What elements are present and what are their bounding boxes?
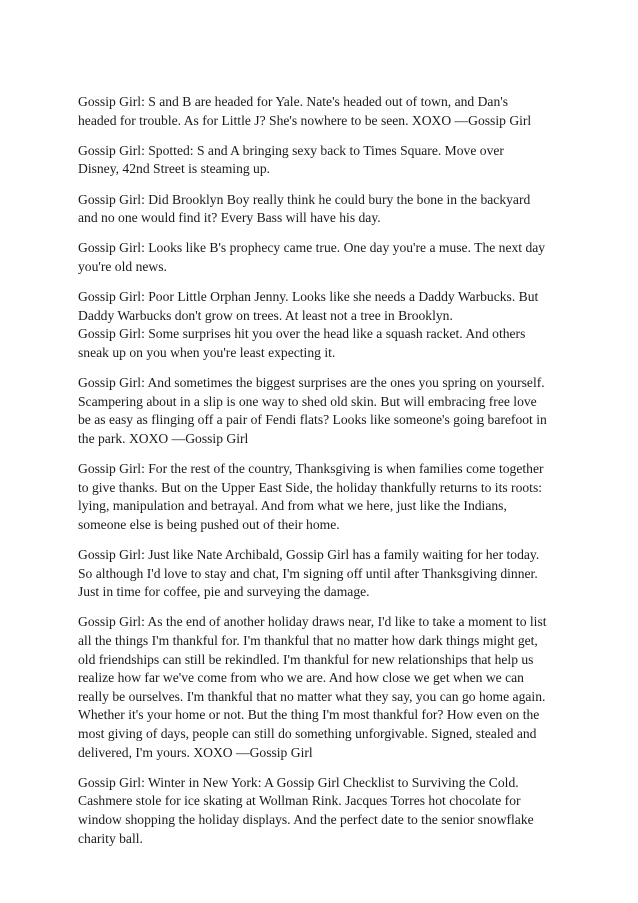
text-line: Scampering about in a slip is one way to shed old skin. But will embracing free love (78, 393, 537, 409)
paragraph-4 (78, 239, 568, 276)
text-line: lying, manipulation and betrayal. And from what we here, just like the Indians, (78, 498, 507, 514)
text-line: Cashmere stole for ice skating at Wollman Rink. Jacques Torres hot chocolate for (78, 793, 521, 809)
text-line: Gossip Girl: Looks like B's prophecy came true. One day you're a muse. The next day (78, 240, 546, 256)
paragraph-3 (78, 191, 568, 228)
paragraph-5 (78, 288, 568, 325)
text-line: Gossip Girl: Spotted: S and A bringing sexy back to Times Square. Move over (78, 142, 504, 158)
text-line: you're old news. (78, 258, 167, 274)
text-line: Gossip Girl: Some surprises hit you over the head like a squash racket. And others (78, 326, 526, 342)
text-line: delivered, I'm yours. XOXO —Gossip Girl (78, 744, 313, 760)
text-line: most giving of days, people can still do something unforgivable. Signed, stealed and (78, 725, 537, 741)
text-line: someone else is being pushed out of their home. (78, 516, 340, 532)
paragraph-11 (78, 774, 568, 848)
text-line: Gossip Girl: For the rest of the country, Thanksgiving is when families come together (78, 461, 544, 477)
text-line: and no one would find it? Every Bass will have his day. (78, 210, 381, 226)
text-line: Gossip Girl: And sometimes the biggest surprises are the ones you spring on yourself. (78, 375, 545, 391)
text-line: headed for trouble. As for Little J? She's nowhere to be seen. XOXO —Gossip Girl (78, 112, 532, 128)
text-line: the park. XOXO —Gossip Girl (78, 430, 249, 446)
text-line: really be ourselves. I'm thankful that no matter what they say, you can go home again. (78, 688, 546, 704)
text-line: Daddy Warbucks don't grow on trees. At least not a tree in Brooklyn. (78, 307, 453, 323)
paragraph-9 (78, 546, 568, 602)
text-line: Gossip Girl: Poor Little Orphan Jenny. Looks like she needs a Daddy Warbucks. But (78, 289, 539, 305)
text-line: all the things I'm thankful for. I'm thankful that no matter how dark things might get, (78, 633, 538, 648)
text-line: Gossip Girl: As the end of another holiday draws near, I'd like to take a moment to list (78, 614, 547, 630)
text-line: Gossip Girl: S and B are headed for Yale. Nate's headed out of town, and Dan's (78, 94, 508, 109)
paragraph-8 (78, 460, 568, 534)
paragraph-10 (78, 613, 568, 762)
text-line: old friendships can still be rekindled. I'm thankful for new relationships that help us (78, 651, 534, 667)
paragraph-1 (78, 93, 568, 130)
paragraph-7 (78, 374, 568, 448)
text-line: Whether it's your home or not. But the thing I'm most thankful for? How even on the (78, 707, 540, 723)
text-line: Disney, 42nd Street is steaming up. (78, 161, 271, 177)
document-page (78, 93, 568, 860)
text-line: Just in time for coffee, pie and surveying the damage. (78, 584, 370, 600)
text-line: realize how far we've come from who we are. And how close we get when we can (78, 670, 524, 686)
text-line: to give thanks. But on the Upper East Side, the holiday thankfully returns to its roots: (78, 479, 543, 495)
text-line: window shopping the holiday displays. And the perfect date to the senior snowflake (78, 811, 534, 827)
text-line: So although I'd love to stay and chat, I'm signing off until after Thanksgiving dinner. (78, 565, 538, 581)
paragraph-2 (78, 142, 568, 179)
text-line: sneak up on you when you're least expecting it. (78, 344, 336, 360)
paragraph-6 (78, 325, 568, 362)
text-line: Gossip Girl: Did Brooklyn Boy really think he could bury the bone in the backyard (78, 191, 531, 207)
text-line: Gossip Girl: Winter in New York: A Gossip Girl Checklist to Surviving the Cold. (78, 774, 519, 790)
text-line: be as easy as flinging off a pair of Fendi flats? Looks like someone's going barefoot in (78, 412, 547, 428)
text-line: Gossip Girl: Just like Nate Archibald, Gossip Girl has a family waiting for her today. (78, 547, 540, 563)
text-line: charity ball. (78, 830, 143, 846)
